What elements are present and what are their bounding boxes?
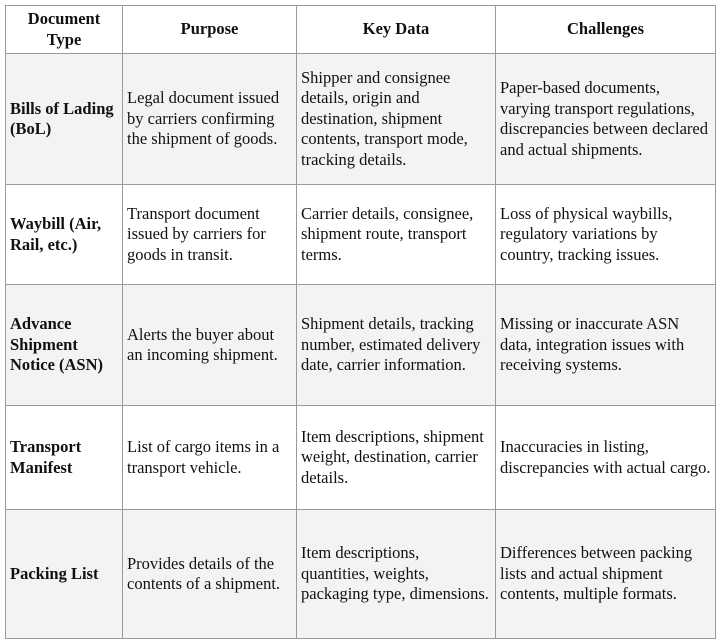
table-row [6,510,716,639]
header-purpose: Purpose [123,6,297,54]
cell-document-type: Bills of Lading (BoL) [6,54,123,185]
table-row [6,406,716,510]
cell-challenges: Loss of physical waybills, regulatory variations by country, tracking issues. [496,185,716,285]
table-body [6,54,716,639]
cell-document-type: Packing List [6,510,123,639]
cell-document-type: Transport Manifest [6,406,123,510]
cell-purpose: Alerts the buyer about an incoming shipment. [123,285,297,406]
cell-challenges: Differences between packing lists and actual shipment contents, multiple formats. [496,510,716,639]
cell-key-data: Shipper and consignee details, origin and destination, shipment contents, transport mode, tracking details. [297,54,496,185]
cell-challenges: Inaccuracies in listing, discrepancies with actual cargo. [496,406,716,510]
header-key-data: Key Data [297,6,496,54]
cell-purpose: Provides details of the contents of a shipment. [123,510,297,639]
cell-document-type: Waybill (Air, Rail, etc.) [6,185,123,285]
cell-key-data: Shipment details, tracking number, estimated delivery date, carrier information. [297,285,496,406]
cell-challenges: Missing or inaccurate ASN data, integration issues with receiving systems. [496,285,716,406]
cell-document-type: Advance Shipment Notice (ASN) [6,285,123,406]
table-row [6,185,716,285]
header-row [6,6,716,54]
cell-key-data: Carrier details, consignee, shipment route, transport terms. [297,185,496,285]
cell-purpose: Transport document issued by carriers for goods in transit. [123,185,297,285]
header-document-type: Document Type [6,6,123,54]
document-types-table [5,5,716,639]
cell-purpose: Legal document issued by carriers confirming the shipment of goods. [123,54,297,185]
cell-challenges: Paper-based documents, varying transport regulations, discrepancies between declared and actual shipments. [496,54,716,185]
cell-purpose: List of cargo items in a transport vehicle. [123,406,297,510]
table-row [6,285,716,406]
table-row [6,54,716,185]
header-challenges: Challenges [496,6,716,54]
cell-key-data: Item descriptions, shipment weight, destination, carrier details. [297,406,496,510]
cell-key-data: Item descriptions, quantities, weights, packaging type, dimensions. [297,510,496,639]
table-header [6,6,716,54]
